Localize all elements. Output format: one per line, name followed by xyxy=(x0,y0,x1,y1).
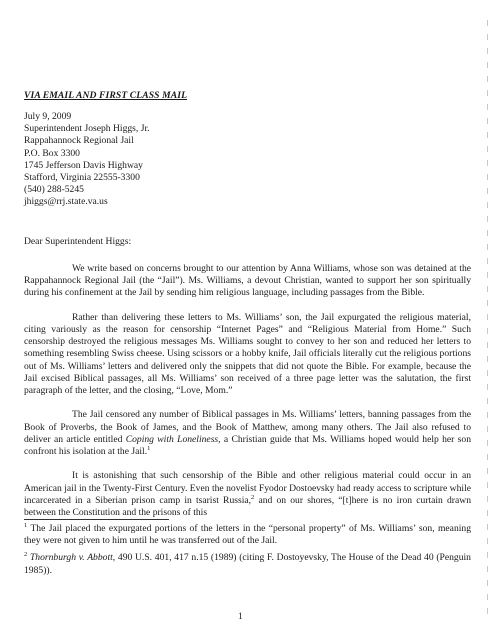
paragraph-3-text-a: The Jail censored any number of Biblical passages in Ms. Williams’ letters, banning passages from the Book of Proverbs, the Book of James, and the Book of Matthew, among many others. The Jail also refused to deliver an article entitled xyxy=(24,409,471,445)
salutation: Dear Superintendent Higgs: xyxy=(24,236,132,247)
recipient-institution: Rappahannock Regional Jail xyxy=(24,135,134,147)
recipient-name: Superintendent Joseph Higgs, Jr. xyxy=(24,123,150,135)
letter-date: July 9, 2009 xyxy=(24,111,72,122)
letter-body xyxy=(24,263,471,519)
footnotes xyxy=(24,523,471,582)
recipient-street: 1745 Jefferson Davis Highway xyxy=(24,159,143,171)
footnote-ref-1: 1 xyxy=(147,444,151,452)
footnote-ref-2: 2 xyxy=(251,493,255,501)
recipient-address-block xyxy=(24,111,150,209)
scan-edge-artifact xyxy=(487,20,488,620)
paragraph-3 xyxy=(24,409,471,458)
recipient-email: jhiggs@rrj.state.va.us xyxy=(24,196,108,208)
paragraph-3-text-b: , a Christian guide that Ms. Williams hoped would help her son confront his isolation at the Jail. xyxy=(24,433,471,458)
paragraph-4-text-a: It is astonishing that such censorship of the Bible and other religious material could occur in an American jail in the Twenty-First Century. Even the novelist Fyodor Dostoevsky had ready access to scripture while incarcerated in a Siberian prison camp in tsarist Russia, xyxy=(24,470,471,506)
recipient-po-box: P.O. Box 3300 xyxy=(24,147,80,159)
article-title: Coping with Loneliness xyxy=(125,433,219,445)
recipient-phone: (540) 288-5245 xyxy=(24,184,84,196)
footnote-2-text: , 490 U.S. 401, 417 n.15 (1989) (citing F. Dostoyevsky, The House of the Dead 40 (Penguin 1985)). xyxy=(24,552,471,576)
footnote-1-mark: 1 xyxy=(24,521,28,529)
paragraph-4 xyxy=(24,470,471,519)
page-number: 1 xyxy=(238,611,243,622)
footnote-2-case-name: Thornburgh v. Abbott xyxy=(29,552,113,564)
footnote-2 xyxy=(24,552,471,576)
footnote-1 xyxy=(24,523,471,547)
paragraph-2: Rather than delivering these letters to Ms. Williams’ son, the Jail expurgated the religious material, citing variously as the reason for censorship “Internet Pages” and “Religious Material from Home.” Such censorship destroyed the religious messages Ms. Williams sought to convey to her son and reduced her letters to something resembling Swiss cheese. Using scissors or a hobby knife, Jail officials literally cut the religious portions out of Ms. Williams’ letters and delivered only the snippets that did not quote the Bible. For example, because the Jail excised Biblical passages, all Ms. Williams’ son received of a three page letter was the salutation, the first paragraph of the letter, and the closing, “Love, Mom.” xyxy=(24,311,471,397)
footnote-2-mark: 2 xyxy=(24,551,28,559)
footnote-divider xyxy=(24,519,169,520)
delivery-heading: VIA EMAIL AND FIRST CLASS MAIL xyxy=(24,90,188,101)
recipient-city: Stafford, Virginia 22555-3300 xyxy=(24,172,140,184)
paragraph-4-text-b: and on our shores, “[t]here is no iron curtain drawn between the Constitution and the prisons of this xyxy=(24,494,471,519)
footnote-1-text: The Jail placed the expurgated portions of the letters in the “personal property” of Ms. Williams’ son, meaning they were not given to him until he was transferred out of the Jail. xyxy=(24,523,471,547)
paragraph-1: We write based on concerns brought to our attention by Anna Williams, whose son was detained at the Rappahannock Regional Jail (the “Jail”). Ms. Williams, a devout Christian, wanted to support her son spiritually during his confinement at the Jail by sending him religious language, including passages from the Bible. xyxy=(24,263,471,299)
